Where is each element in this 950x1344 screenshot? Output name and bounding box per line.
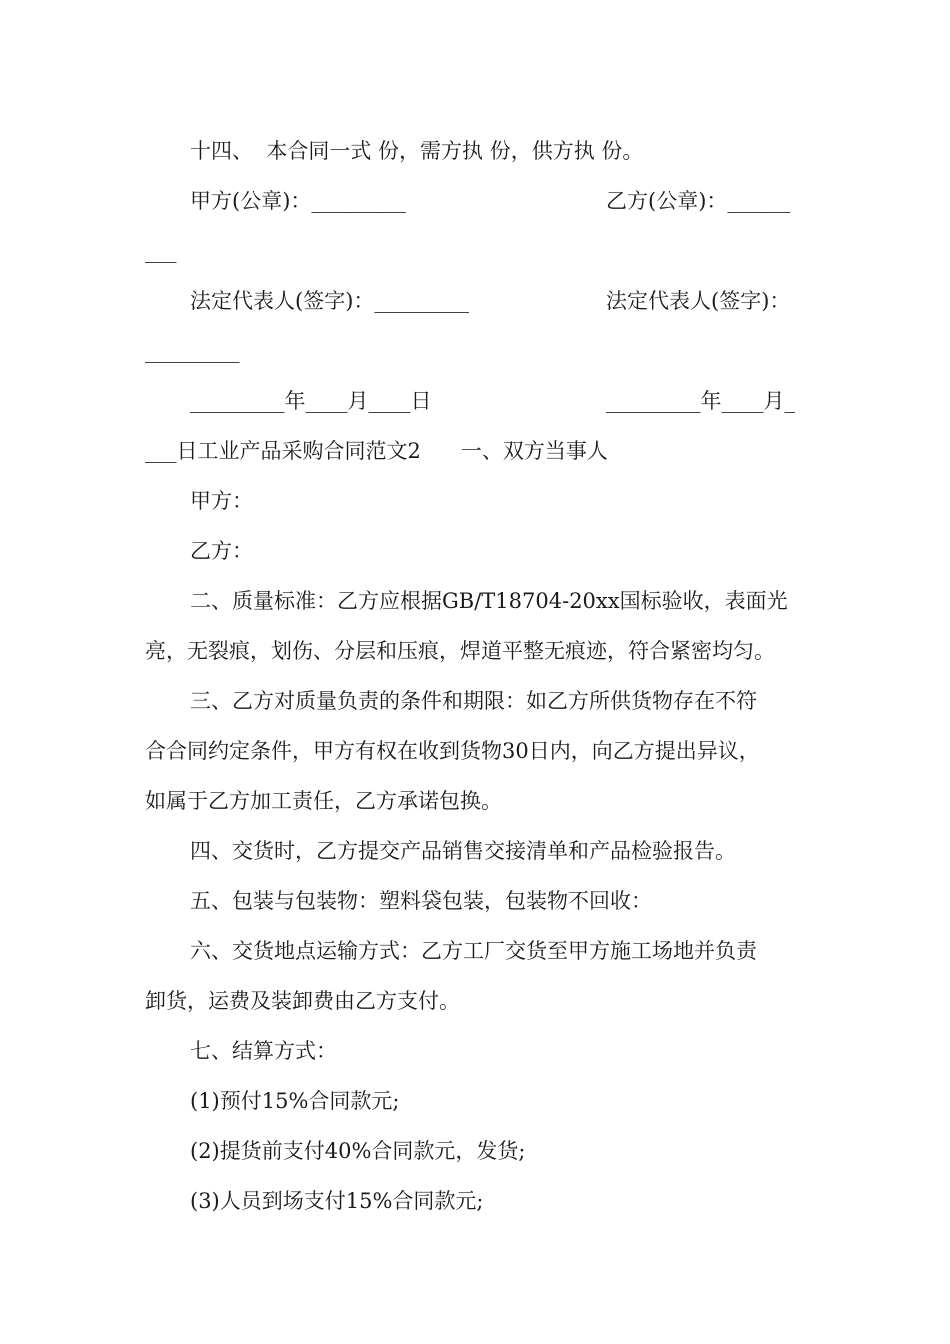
section-7-settlement-heading: 七、结算方式： [190,1039,337,1063]
section-3-liability-line-3: 如属于乙方加工责任，乙方承诺包换。 [145,789,502,813]
clause-14-copies: 十四、 本合同一式 份，需方执 份，供方执 份。 [190,139,644,163]
settlement-item-3: (3)人员到场支付15%合同款元; [190,1189,484,1213]
party-a-seal-field: 甲方(公章)：_________ [190,189,406,213]
party-a-date-field: _________年____月____日 [190,389,432,413]
party-b-date-field: _________年____月_ [606,389,795,413]
settlement-item-1: (1)预付15%合同款元; [190,1089,400,1113]
section-4-delivery-docs: 四、交货时，乙方提交产品销售交接清单和产品检验报告。 [190,839,736,863]
party-b-seal-field-continued: ___ [145,239,177,263]
section-3-liability-line-1: 三、乙方对质量负责的条件和期限：如乙方所供货物存在不符 [190,689,757,713]
settlement-item-2: (2)提货前支付40%合同款元，发货; [190,1139,526,1163]
section-6-transport-line-2: 卸货，运费及装卸费由乙方支付。 [145,989,460,1013]
party-b-representative-field-continued: _________ [145,339,240,363]
section-3-liability-line-2: 合合同约定条件，甲方有权在收到货物30日内，向乙方提出异议， [145,739,760,763]
party-b-seal-field: 乙方(公章)：______ [606,189,791,213]
party-a-representative-field: 法定代表人(签字)：_________ [190,289,469,313]
section-6-transport-line-1: 六、交货地点运输方式：乙方工厂交货至甲方施工场地并负责 [190,939,757,963]
document-title-and-section-1: ___日工业产品采购合同范文2 一、双方当事人 [145,439,608,463]
party-b-representative-field: 法定代表人(签字)： [606,289,791,313]
section-5-packaging: 五、包装与包装物：塑料袋包装，包装物不回收： [190,889,652,913]
section-2-quality-line-1: 二、质量标准：乙方应根据GB/T18704-20xx国标验收，表面光 [190,589,788,613]
party-b-label: 乙方： [190,539,253,563]
party-a-label: 甲方： [190,489,253,513]
section-2-quality-line-2: 亮，无裂痕，划伤、分层和压痕，焊道平整无痕迹，符合紧密均匀。 [145,639,775,663]
